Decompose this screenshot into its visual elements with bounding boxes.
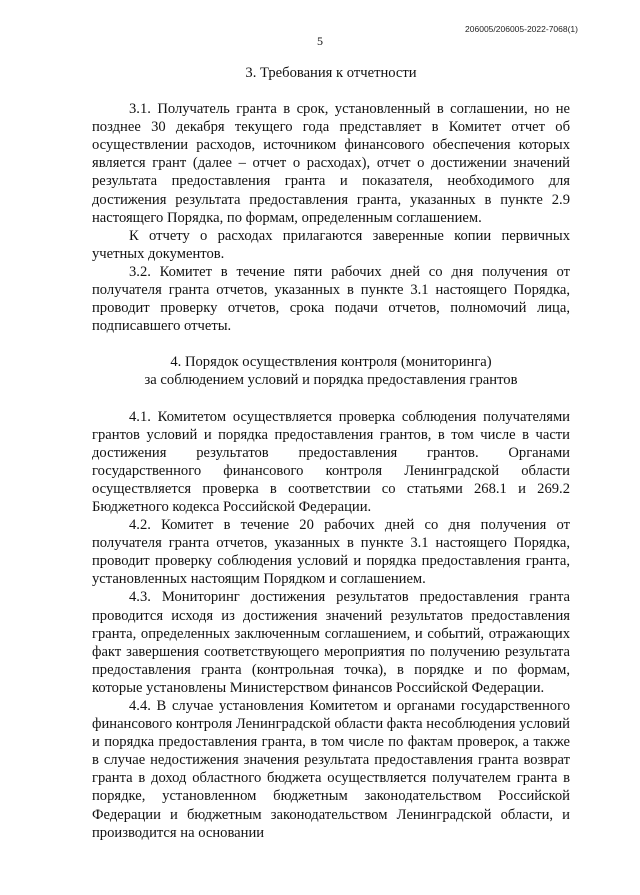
paragraph-4-1: 4.1. Комитетом осуществляется проверка соблюдения получателями грантов условий и порядка предоставления грантов, в том числе в части достижения результатов предоставления грантов. Органами государственного финансового контроля Ленинградской области осуществляется проверка в соответствии со статьями 268.1 и 269.2 Бюджетного кодекса Российской Федерации. xyxy=(92,408,570,515)
paragraph-4-2: 4.2. Комитет в течение 20 рабочих дней со дня получения от получателя гранта отчетов, указанных в пункте 3.1 настоящего Порядка, проводит проверку соблюдения условий и порядка предоставления гранта, установленных настоящим Порядком и соглашением. xyxy=(92,517,570,588)
document-number: 206005/206005-2022-7068(1) xyxy=(465,24,578,34)
section-4-title-line2: за соблюдением условий и порядка предоставления грантов xyxy=(144,372,518,389)
section-4-title-line1: 4. Порядок осуществления контроля (мониторинга) xyxy=(170,354,492,371)
paragraph-3-2: 3.2. Комитет в течение пяти рабочих дней со дня получения от получателя гранта отчетов, указанных в пункте 3.1 настоящего Порядка, проводит проверку отчетов, срока подачи отчетов, полномочий лица, подписавшего отчеты. xyxy=(92,263,570,335)
paragraph-3-1: 3.1. Получатель гранта в срок, установленный в соглашении, но не позднее 30 декабря текущего года представляет в Комитет отчет об осуществлении расходов, источником финансового обеспечения которых является грант (далее – отчет о расходах), отчет о достижении значений результата предоставления гранта и показателя, необходимого для достижения результата предоставления гранта, указанных в пункте 2.9 настоящего Порядка, по формам, определенным соглашением. xyxy=(92,101,570,226)
document-body xyxy=(92,64,570,842)
section-3-title: 3. Требования к отчетности xyxy=(245,65,417,81)
paragraph-3-1-attachments: К отчету о расходах прилагаются заверенные копии первичных учетных документов. xyxy=(92,227,570,262)
paragraph-4-4: 4.4. В случае установления Комитетом и органами государственного финансового контроля Ленинградской области факта несоблюдения условий и порядка предоставления гранта, в том числе по фактам проверок, а также в случае недостижения значения результата предоставления гранта возврат гранта в доход областного бюджета осуществляется получателем гранта в порядке, установленном бюджетным законодательством Российской Федерации и бюджетным законодательством Ленинградской области, и производится на основании xyxy=(92,698,570,841)
page-number: 5 xyxy=(317,34,323,48)
paragraph-4-3: 4.3. Мониторинг достижения результатов предоставления гранта проводится исходя из достижения значений результатов предоставления гранта, определенных заключенным соглашением, и событий, отражающих факт завершения соответствующего мероприятия по получению результата предоставления гранта (контрольная точка), в порядке и по формам, которые установлены Министерством финансов Российской Федерации. xyxy=(92,589,570,696)
